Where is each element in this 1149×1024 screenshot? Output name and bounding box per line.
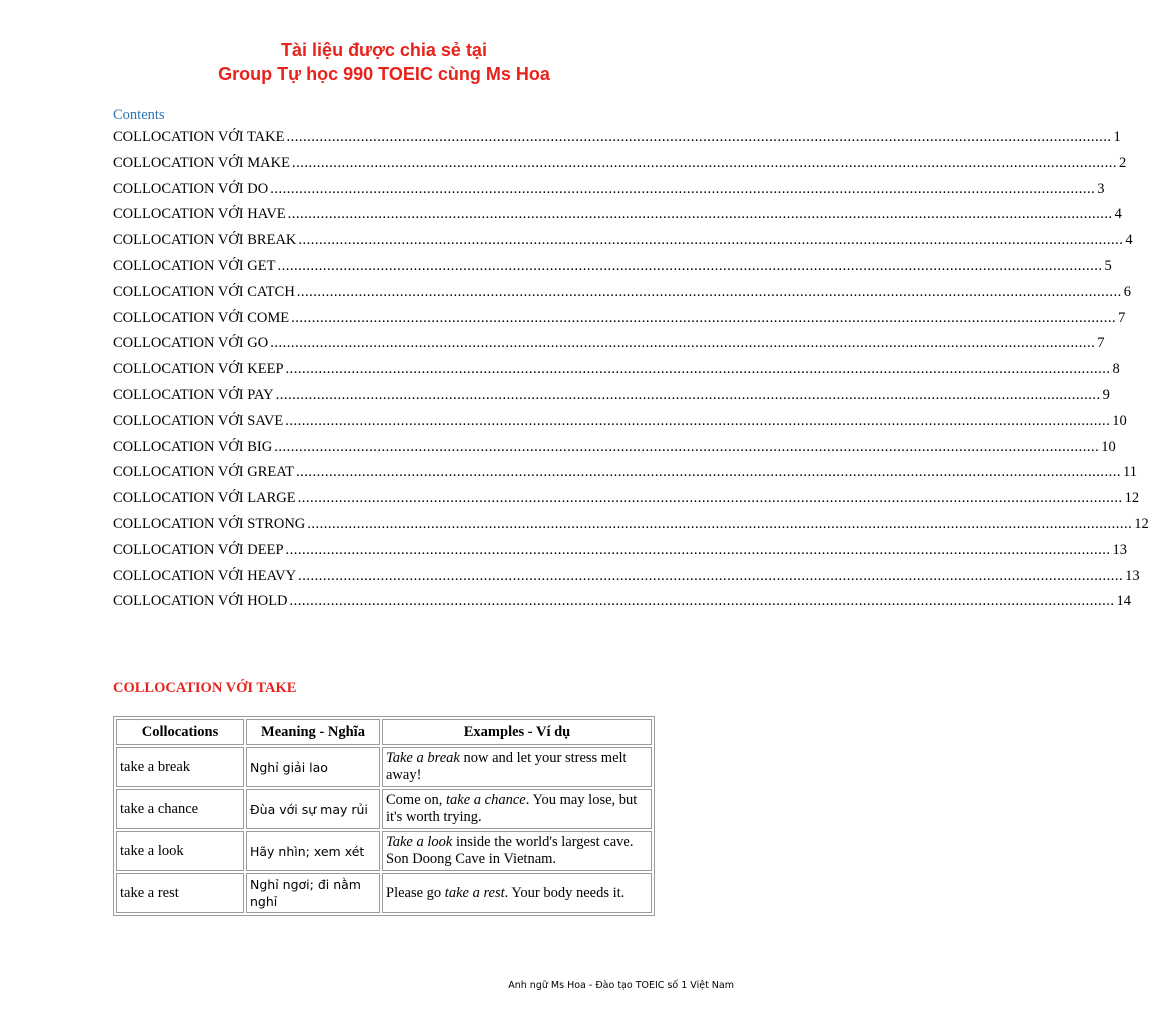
example-collocation-emphasis: take a rest: [444, 884, 505, 901]
toc-entry[interactable]: [113, 126, 1121, 152]
table-header-row: [116, 719, 652, 745]
toc-entry-title: COLLOCATION VỚI GET: [113, 257, 276, 274]
table-of-contents: [113, 126, 1149, 616]
example-collocation-emphasis: take a chance: [446, 792, 526, 808]
toc-entry[interactable]: [113, 539, 1128, 565]
toc-dot-leader: ........................................................................................................................................................................................................: [289, 593, 1115, 610]
toc-entry-page: 10: [1101, 438, 1116, 455]
toc-entry-page: 12: [1134, 515, 1149, 532]
toc-dot-leader: ........................................................................................................................................................................................................: [295, 464, 1121, 481]
toc-entry[interactable]: [113, 513, 1149, 539]
toc-dot-leader: ........................................................................................................................................................................................................: [275, 386, 1101, 403]
meaning-cell: Hãy nhìn; xem xét: [246, 831, 380, 871]
toc-entry[interactable]: [113, 487, 1140, 513]
toc-entry[interactable]: [113, 358, 1120, 384]
header-examples: Examples - Ví dụ: [382, 719, 652, 745]
toc-entry[interactable]: [113, 229, 1133, 255]
toc-entry-title: COLLOCATION VỚI HEAVY: [113, 567, 297, 584]
toc-entry[interactable]: [113, 436, 1116, 462]
toc-entry[interactable]: [113, 281, 1132, 307]
toc-entry[interactable]: [113, 384, 1110, 410]
example-cell: [382, 873, 652, 913]
toc-entry-page: 1: [1113, 129, 1121, 145]
toc-entry-title: COLLOCATION VỚI CATCH: [113, 283, 295, 300]
example-collocation-emphasis: Take a break: [386, 750, 460, 766]
collocation-cell: take a break: [116, 747, 244, 787]
toc-entry-title: COLLOCATION VỚI BREAK: [113, 232, 297, 249]
toc-entry-title: COLLOCATION VỚI COME: [113, 309, 290, 326]
toc-entry[interactable]: [113, 152, 1127, 178]
toc-dot-leader: ........................................................................................................................................................................................................: [270, 335, 1096, 352]
toc-entry-page: 7: [1097, 335, 1105, 352]
page-footer: Anh ngữ Ms Hoa - Đào tạo TOEIC số 1 Việt Nam: [508, 980, 734, 991]
toc-entry-page: 10: [1112, 412, 1127, 429]
toc-entry-title: COLLOCATION VỚI SAVE: [113, 412, 284, 429]
table-row: [116, 831, 652, 871]
example-text-prefix: Please go: [386, 884, 445, 901]
table-row: [116, 789, 652, 829]
toc-dot-leader: ........................................................................................................................................................................................................: [274, 438, 1100, 455]
toc-entry-page: 4: [1125, 232, 1133, 249]
toc-dot-leader: ........................................................................................................................................................................................................: [307, 515, 1133, 532]
meaning-cell: Nghỉ giải lao: [246, 747, 380, 787]
toc-entry-title: COLLOCATION VỚI STRONG: [113, 515, 306, 532]
toc-entry[interactable]: [113, 255, 1112, 281]
toc-entry-title: COLLOCATION VỚI DO: [113, 180, 269, 197]
toc-entry-page: 7: [1118, 309, 1126, 326]
toc-entry-title: COLLOCATION VỚI GO: [113, 335, 269, 352]
toc-entry[interactable]: [113, 590, 1132, 616]
meaning-cell: Đùa với sự may rủi: [246, 789, 380, 829]
toc-entry-title: COLLOCATION VỚI HAVE: [113, 206, 286, 223]
toc-entry[interactable]: [113, 203, 1122, 229]
toc-dot-leader: ........................................................................................................................................................................................................: [297, 490, 1123, 507]
toc-entry-page: 4: [1114, 206, 1122, 223]
example-text-prefix: Come on,: [386, 792, 447, 808]
toc-entry-page: 8: [1112, 361, 1120, 378]
toc-entry[interactable]: [113, 307, 1126, 333]
toc-entry-title: COLLOCATION VỚI DEEP: [113, 541, 284, 558]
toc-entry-page: 9: [1102, 386, 1110, 403]
document-header: [0, 38, 768, 86]
toc-entry-title: COLLOCATION VỚI GREAT: [113, 464, 294, 481]
toc-entry-title: COLLOCATION VỚI MAKE: [113, 154, 290, 171]
toc-entry-page: 2: [1118, 154, 1127, 171]
toc-entry-page: 12: [1124, 490, 1140, 507]
section-heading: COLLOCATION VỚI TAKE: [113, 680, 297, 696]
toc-dot-leader: ........................................................................................................................................................................................................: [287, 206, 1113, 223]
toc-entry-title: COLLOCATION VỚI LARGE: [113, 490, 296, 507]
collocation-table: [113, 716, 655, 916]
toc-dot-leader: ........................................................................................................................................................................................................: [298, 567, 1124, 584]
contents-heading: Contents: [113, 107, 165, 123]
toc-entry-title: COLLOCATION VỚI TAKE: [113, 129, 285, 145]
toc-entry[interactable]: [113, 178, 1105, 204]
toc-entry-page: 6: [1123, 283, 1132, 300]
example-collocation-emphasis: Take a look: [386, 834, 453, 850]
toc-dot-leader: ........................................................................................................................................................................................................: [291, 154, 1117, 171]
toc-entry-page: 13: [1112, 541, 1128, 558]
toc-entry-page: 5: [1104, 257, 1112, 274]
toc-entry[interactable]: [113, 332, 1105, 358]
toc-dot-leader: ........................................................................................................................................................................................................: [277, 257, 1103, 274]
toc-entry[interactable]: [113, 410, 1127, 436]
collocation-cell: take a look: [116, 831, 244, 871]
toc-entry[interactable]: [113, 461, 1137, 487]
example-text-rest: . You may lose, but it's worth trying.: [386, 792, 638, 825]
collocation-cell: take a rest: [116, 873, 244, 913]
header-line-1: Tài liệu được chia sẻ tại: [281, 40, 487, 60]
meaning-cell: Nghỉ ngơi; đi nằm nghỉ: [246, 873, 380, 913]
header-collocations: Collocations: [116, 719, 244, 745]
toc-dot-leader: ........................................................................................................................................................................................................: [285, 541, 1111, 558]
toc-dot-leader: ........................................................................................................................................................................................................: [296, 283, 1122, 300]
example-cell: [382, 789, 652, 829]
toc-entry[interactable]: [113, 565, 1140, 591]
toc-entry-title: COLLOCATION VỚI PAY: [113, 386, 274, 403]
toc-dot-leader: ........................................................................................................................................................................................................: [285, 361, 1111, 378]
toc-dot-leader: ........................................................................................................................................................................................................: [291, 309, 1117, 326]
example-cell: [382, 831, 652, 871]
toc-dot-leader: ........................................................................................................................................................................................................: [270, 180, 1096, 197]
toc-entry-title: COLLOCATION VỚI BIG: [113, 438, 273, 455]
header-line-2: Group Tự học 990 TOEIC cùng Ms Hoa: [218, 64, 550, 84]
header-meaning: Meaning - Nghĩa: [246, 719, 380, 745]
toc-entry-page: 13: [1125, 567, 1140, 584]
example-text-rest: now and let your stress melt away!: [386, 750, 627, 783]
toc-entry-page: 14: [1116, 593, 1132, 610]
collocation-cell: take a chance: [116, 789, 244, 829]
example-text-rest: inside the world's largest cave. Son Doong Cave in Vietnam.: [386, 834, 634, 867]
toc-entry-page: 3: [1097, 180, 1105, 197]
toc-dot-leader: ........................................................................................................................................................................................................: [286, 129, 1112, 145]
toc-dot-leader: ........................................................................................................................................................................................................: [298, 232, 1124, 249]
collocation-table-wrapper: [113, 716, 655, 916]
toc-entry-title: COLLOCATION VỚI HOLD: [113, 593, 288, 610]
example-text-rest: . Your body needs it.: [504, 884, 625, 901]
toc-entry-title: COLLOCATION VỚI KEEP: [113, 361, 284, 378]
toc-dot-leader: ........................................................................................................................................................................................................: [285, 412, 1111, 429]
toc-entry-page: 11: [1122, 464, 1137, 481]
table-row: [116, 873, 652, 913]
example-cell: [382, 747, 652, 787]
table-row: [116, 747, 652, 787]
